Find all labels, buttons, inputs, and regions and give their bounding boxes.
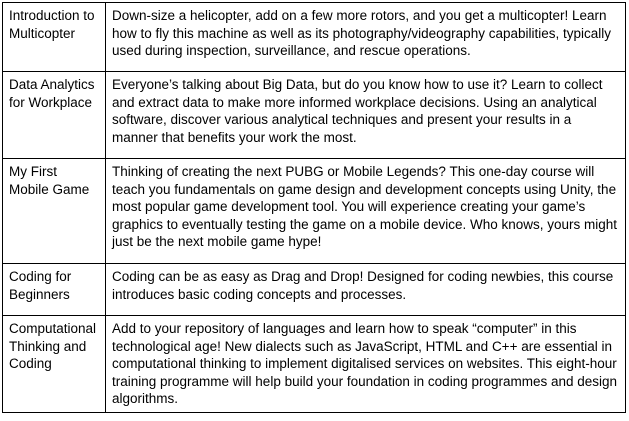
table-row xyxy=(3,3,626,72)
course-name: Computational Thinking and Coding xyxy=(3,316,106,413)
course-description: Down-size a helicopter, add on a few more rotors, and you get a multicopter! Learn how to fly this machine as well as its photography/videography capabilities, typically used during inspection, surveillance, and rescue operations. xyxy=(106,3,626,72)
course-description: Everyone’s talking about Big Data, but do you know how to use it? Learn to collect and extract data to make more informed workplace decisions. Using an analytical software, discover various analytical techniques and present your results in a manner that benefits your work the most. xyxy=(106,72,626,159)
course-name: Data Analytics for Workplace xyxy=(3,72,106,159)
course-name: My First Mobile Game xyxy=(3,159,106,264)
course-description: Add to your repository of languages and learn how to speak “computer” in this technological age! New dialects such as JavaScript, HTML and C++ are essential in computational thinking to implement digitalised services on websites. This eight-hour training programme will help build your foundation in coding programmes and design algorithms. xyxy=(106,316,626,413)
table-row xyxy=(3,316,626,413)
course-table xyxy=(2,2,626,413)
table-row xyxy=(3,264,626,316)
course-description: Coding can be as easy as Drag and Drop! Designed for coding newbies, this course introduces basic coding concepts and processes. xyxy=(106,264,626,316)
course-name: Coding for Beginners xyxy=(3,264,106,316)
course-name: Introduction to Multicopter xyxy=(3,3,106,72)
table-row xyxy=(3,159,626,264)
course-description: Thinking of creating the next PUBG or Mobile Legends? This one-day course will teach you fundamentals on game design and development concepts using Unity, the most popular game development tool. You will experience creating your game’s graphics to eventually testing the game on a mobile device. Who knows, yours might just be the next mobile game hype! xyxy=(106,159,626,264)
table-row xyxy=(3,72,626,159)
